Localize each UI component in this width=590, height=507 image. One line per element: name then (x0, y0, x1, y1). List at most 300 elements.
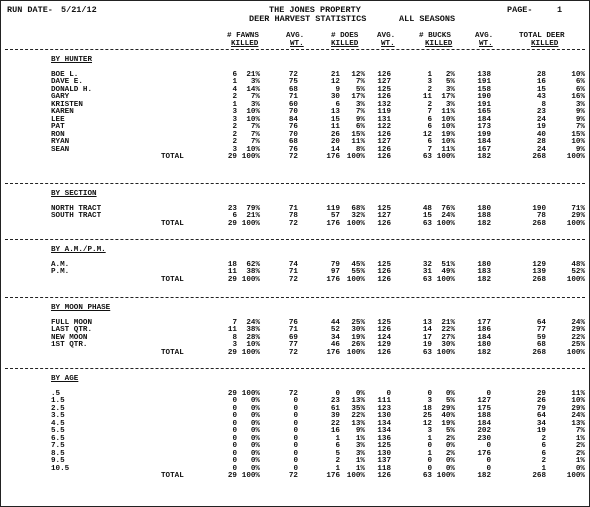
row-value: 13% (351, 397, 365, 406)
row-value: 9% (355, 115, 365, 124)
row-value: 3% (445, 100, 455, 109)
section-title: BY HUNTER (51, 56, 93, 64)
row-value: 23 (330, 397, 340, 406)
row-value: 64 (536, 319, 546, 327)
row-value: 70 (288, 108, 298, 117)
row-value: 125 (377, 85, 391, 94)
total-label: TOTAL (161, 152, 184, 161)
col-avg3-line1: AVG. (475, 32, 494, 40)
total-value: 100% (346, 275, 365, 284)
row-value: 24% (571, 319, 585, 327)
row-value: 12 (422, 419, 432, 428)
row-value: 1% (575, 434, 585, 443)
row-value: 1% (355, 464, 365, 473)
total-value: 100% (346, 471, 365, 480)
col-does-line2: KILLED (331, 40, 359, 48)
row-value: 34 (330, 333, 340, 342)
row-value: 126 (377, 268, 391, 277)
row-value: 167 (477, 145, 491, 154)
row-value: 52% (571, 268, 585, 277)
row-value: 126 (377, 130, 391, 139)
row-value: 0 (232, 427, 237, 436)
row-value: 125 (377, 261, 391, 269)
row-value: 17% (441, 93, 455, 102)
row-value: 7% (355, 78, 365, 87)
total-label: TOTAL (161, 219, 184, 228)
row-label: 3.5 (51, 412, 65, 421)
row-value: 11 (330, 123, 340, 132)
total-label: TOTAL (161, 471, 184, 480)
col-bucks-line2: KILLED (425, 40, 453, 48)
row-value: 2 (427, 85, 432, 94)
row-label: 1ST QTR. (51, 341, 88, 350)
row-value: 2% (575, 449, 585, 458)
row-label: 10.5 (51, 464, 70, 473)
row-value: 34 (536, 419, 546, 428)
row-value: 57 (330, 212, 340, 221)
row-value: 46 (330, 341, 340, 350)
total-value: 29 (227, 471, 237, 480)
row-value: 0 (335, 390, 340, 398)
row-value: 10% (246, 115, 260, 124)
row-value: 0% (445, 442, 455, 451)
total-label: TOTAL (161, 348, 184, 357)
row-value: 0 (293, 464, 298, 473)
row-label: 9.5 (51, 457, 65, 466)
row-value: 40% (441, 412, 455, 421)
row-value: 16 (330, 427, 340, 436)
total-value: 72 (288, 348, 298, 357)
row-value: 68% (351, 205, 365, 213)
row-value: 13% (571, 419, 585, 428)
row-value: 19 (536, 123, 546, 132)
report-subtitle: DEER HARVEST STATISTICS (249, 14, 367, 24)
row-value: 71% (571, 205, 585, 213)
row-value: 11% (351, 138, 365, 147)
row-value: 100% (241, 390, 260, 398)
row-value: 10% (571, 138, 585, 147)
col-avg2-line2: WT. (381, 40, 395, 48)
row-value: 0% (250, 397, 260, 406)
row-value: 1 (232, 78, 237, 87)
row-value: 21 (330, 71, 340, 79)
row-value: 130 (377, 449, 391, 458)
row-value: 39 (330, 412, 340, 421)
row-value: 0% (250, 464, 260, 473)
row-value: 0 (293, 457, 298, 466)
row-value: 6 (541, 442, 546, 451)
total-value: 100% (436, 348, 455, 357)
row-label: 8.5 (51, 449, 65, 458)
row-value: 3% (355, 449, 365, 458)
row-value: 0% (250, 412, 260, 421)
total-value: 176 (326, 471, 340, 480)
row-label: SEAN (51, 145, 70, 154)
row-value: 23 (227, 205, 237, 213)
row-value: 6 (335, 100, 340, 109)
total-value: 63 (422, 152, 432, 161)
row-label: LEE (51, 115, 65, 124)
total-value: 268 (532, 348, 546, 357)
col-total-line2: KILLED (531, 40, 559, 48)
row-value: 132 (377, 100, 391, 109)
row-value: 78 (536, 212, 546, 221)
total-value: 100% (241, 471, 260, 480)
row-value: 38% (246, 326, 260, 335)
row-value: 9% (575, 108, 585, 117)
row-value: 3 (427, 397, 432, 406)
row-value: 127 (477, 397, 491, 406)
row-value: 68 (536, 341, 546, 350)
row-value: 0 (427, 442, 432, 451)
row-value: 16 (536, 78, 546, 87)
row-value: 22% (571, 333, 585, 342)
row-value: 10% (441, 138, 455, 147)
row-value: 71 (288, 326, 298, 335)
row-value: 14 (330, 145, 340, 154)
row-label: NORTH TRACT (51, 205, 102, 213)
row-label: 6.5 (51, 434, 65, 443)
col-avg1-line2: WT. (290, 40, 304, 48)
row-value: 0 (232, 434, 237, 443)
row-value: 183 (477, 268, 491, 277)
row-label: KAREN (51, 108, 74, 117)
total-value: 100% (436, 219, 455, 228)
col-fawns-line2: KILLED (231, 40, 259, 48)
row-value: 26 (330, 130, 340, 139)
row-value: 19 (536, 427, 546, 436)
row-value: 3 (427, 427, 432, 436)
row-value: 21% (441, 319, 455, 327)
col-avg1-line1: AVG. (286, 32, 305, 40)
row-value: 0 (293, 434, 298, 443)
row-value: 6% (355, 123, 365, 132)
total-value: 29 (227, 152, 237, 161)
row-value: 2 (232, 138, 237, 147)
row-value: 55% (351, 268, 365, 277)
total-row (1, 350, 589, 358)
row-value: 0% (250, 457, 260, 466)
section-divider (5, 368, 585, 369)
row-value: 64 (536, 412, 546, 421)
row-label: 2.5 (51, 404, 65, 413)
row-value: 0 (232, 419, 237, 428)
row-value: 7% (250, 93, 260, 102)
total-value: 100% (346, 219, 365, 228)
row-value: 30% (441, 341, 455, 350)
row-value: 45% (351, 261, 365, 269)
row-value: 0% (250, 404, 260, 413)
row-label: RON (51, 130, 65, 139)
row-value: 8 (232, 333, 237, 342)
row-value: 48 (422, 205, 432, 213)
total-value: 182 (477, 275, 491, 284)
row-value: 20 (330, 138, 340, 147)
row-value: 48% (571, 261, 585, 269)
row-value: 230 (477, 434, 491, 443)
row-value: 84 (288, 115, 298, 124)
row-label: DONALD H. (51, 85, 93, 94)
total-value: 100% (241, 219, 260, 228)
total-value: 29 (227, 219, 237, 228)
row-value: 131 (377, 115, 391, 124)
row-value: 19% (441, 130, 455, 139)
row-value: 0% (355, 390, 365, 398)
row-value: 71 (288, 93, 298, 102)
total-value: 182 (477, 471, 491, 480)
row-value: 25% (351, 319, 365, 327)
section-title: BY SECTION (51, 190, 97, 198)
total-value: 126 (377, 152, 391, 161)
row-value: 126 (377, 326, 391, 335)
row-value: 10% (441, 123, 455, 132)
row-value: 158 (477, 85, 491, 94)
row-value: 24% (571, 412, 585, 421)
row-value: 0% (250, 427, 260, 436)
row-value: 38% (246, 268, 260, 277)
row-value: 184 (477, 419, 491, 428)
row-value: 173 (477, 123, 491, 132)
row-label: 5.5 (51, 427, 65, 436)
row-value: 5% (445, 78, 455, 87)
row-value: 3% (355, 100, 365, 109)
row-value: 11% (441, 145, 455, 154)
row-value: 0% (250, 449, 260, 458)
row-value: 68 (288, 85, 298, 94)
row-value: 191 (477, 78, 491, 87)
row-value: 22% (441, 326, 455, 335)
row-value: 24% (441, 212, 455, 221)
row-value: 29 (227, 390, 237, 398)
col-bucks-line1: # BUCKS (419, 32, 451, 40)
row-value: 119 (326, 205, 340, 213)
row-value: 125 (377, 319, 391, 327)
row-value: 5 (335, 449, 340, 458)
total-value: 100% (436, 275, 455, 284)
row-value: 7% (355, 108, 365, 117)
row-value: 7% (250, 130, 260, 139)
row-value: 176 (477, 449, 491, 458)
row-value: 188 (477, 212, 491, 221)
total-value: 100% (436, 152, 455, 161)
row-value: 11 (227, 268, 237, 277)
row-value: 3 (232, 115, 237, 124)
total-row (1, 154, 589, 162)
row-value: 13% (351, 419, 365, 428)
row-value: 127 (377, 78, 391, 87)
row-value: 0 (232, 412, 237, 421)
row-value: 1 (427, 449, 432, 458)
row-value: 76 (288, 319, 298, 327)
row-value: 3% (575, 100, 585, 109)
run-date-label: RUN DATE- (7, 5, 53, 15)
row-value: 3% (355, 442, 365, 451)
row-value: 11% (441, 108, 455, 117)
row-value: 29 (536, 390, 546, 398)
row-value: 13 (422, 319, 432, 327)
section-divider (5, 297, 585, 298)
row-value: 40 (536, 130, 546, 139)
total-value: 268 (532, 275, 546, 284)
row-label: FULL MOON (51, 319, 93, 327)
row-value: 44 (330, 319, 340, 327)
row-value: 184 (477, 138, 491, 147)
row-value: 76% (441, 205, 455, 213)
row-value: 71 (288, 268, 298, 277)
row-value: 24 (536, 145, 546, 154)
total-row (1, 473, 589, 481)
row-value: 6 (541, 449, 546, 458)
row-value: 26% (351, 341, 365, 350)
row-value: 123 (377, 404, 391, 413)
row-label: .5 (51, 390, 61, 398)
row-value: 0 (293, 442, 298, 451)
row-value: 3% (250, 100, 260, 109)
total-value: 100% (566, 152, 585, 161)
row-value: 2% (575, 442, 585, 451)
row-value: 15 (330, 115, 340, 124)
col-fawns-line1: # FAWNS (227, 32, 259, 40)
row-value: 0 (293, 412, 298, 421)
row-value: 6 (232, 71, 237, 79)
row-value: 7% (250, 138, 260, 147)
section-divider (5, 49, 585, 50)
row-value: 11 (227, 326, 237, 335)
row-value: 180 (477, 205, 491, 213)
report-title: THE JONES PROPERTY (269, 5, 361, 15)
total-value: 72 (288, 471, 298, 480)
section-title: BY AGE (51, 375, 79, 383)
row-value: 2 (335, 457, 340, 466)
row-value: 9% (575, 115, 585, 124)
row-value: 6 (427, 115, 432, 124)
total-value: 268 (532, 152, 546, 161)
row-value: 1 (335, 464, 340, 473)
row-value: 12% (351, 71, 365, 79)
row-label: 1.5 (51, 397, 65, 406)
total-value: 176 (326, 219, 340, 228)
row-value: 32% (351, 212, 365, 221)
row-value: 0 (386, 390, 391, 398)
row-value: 11 (422, 93, 432, 102)
row-value: 184 (477, 115, 491, 124)
row-value: 134 (377, 419, 391, 428)
row-value: 59 (536, 333, 546, 342)
row-value: 0 (232, 404, 237, 413)
row-value: 3 (427, 78, 432, 87)
row-value: 138 (477, 71, 491, 79)
row-value: 13 (330, 108, 340, 117)
row-label: PAT (51, 123, 65, 132)
total-value: 182 (477, 219, 491, 228)
run-date: 5/21/12 (61, 5, 97, 15)
total-value: 100% (241, 152, 260, 161)
row-value: 180 (477, 261, 491, 269)
row-value: 68 (288, 138, 298, 147)
row-value: 5% (445, 397, 455, 406)
total-value: 29 (227, 348, 237, 357)
row-value: 0 (232, 397, 237, 406)
row-value: 26 (536, 397, 546, 406)
row-value: 8% (355, 145, 365, 154)
row-value: 29% (571, 404, 585, 413)
row-value: 97 (330, 268, 340, 277)
row-value: 21% (246, 212, 260, 221)
row-value: 0 (427, 457, 432, 466)
row-value: 0 (486, 464, 491, 473)
total-value: 176 (326, 348, 340, 357)
row-value: 7% (575, 123, 585, 132)
row-value: 180 (477, 341, 491, 350)
row-value: 15 (536, 85, 546, 94)
total-value: 100% (346, 152, 365, 161)
row-value: 139 (532, 268, 546, 277)
row-value: 6% (575, 78, 585, 87)
row-value: 165 (477, 108, 491, 117)
row-value: 2 (232, 93, 237, 102)
row-value: 74 (288, 261, 298, 269)
row-value: 130 (377, 412, 391, 421)
row-value: 118 (377, 464, 391, 473)
row-value: 0 (486, 390, 491, 398)
row-value: 15 (422, 212, 432, 221)
total-value: 100% (566, 471, 585, 480)
row-value: 2 (232, 130, 237, 139)
row-value: 1 (232, 100, 237, 109)
section-divider (5, 239, 585, 240)
col-avg2-line1: AVG. (377, 32, 396, 40)
row-value: 3 (232, 341, 237, 350)
row-value: 0 (293, 397, 298, 406)
row-label: BOE L. (51, 71, 79, 79)
total-value: 182 (477, 152, 491, 161)
row-value: 72 (288, 390, 298, 398)
row-value: 2 (541, 434, 546, 443)
col-avg3-line2: WT. (479, 40, 493, 48)
row-value: 1 (427, 434, 432, 443)
row-value: 28 (536, 138, 546, 147)
row-value: 0 (232, 442, 237, 451)
row-value: 186 (477, 326, 491, 335)
row-value: 126 (377, 93, 391, 102)
col-does-line1: # DOES (331, 32, 359, 40)
row-value: 1% (355, 457, 365, 466)
row-value: 52 (330, 326, 340, 335)
row-value: 134 (377, 427, 391, 436)
row-value: 79% (246, 205, 260, 213)
row-value: 18 (227, 261, 237, 269)
row-value: 12 (330, 78, 340, 87)
row-value: 122 (377, 123, 391, 132)
row-value: 72 (288, 71, 298, 79)
row-value: 19% (441, 419, 455, 428)
row-label: 7.5 (51, 442, 65, 451)
row-value: 5% (355, 85, 365, 94)
row-value: 126 (377, 71, 391, 79)
row-value: 184 (477, 333, 491, 342)
row-value: 28% (246, 333, 260, 342)
row-label: RYAN (51, 138, 70, 147)
total-value: 63 (422, 348, 432, 357)
row-label: A.M. (51, 261, 70, 269)
row-value: 19% (351, 333, 365, 342)
row-label: SOUTH TRACT (51, 212, 102, 221)
row-value: 2% (445, 449, 455, 458)
row-value: 0 (293, 419, 298, 428)
row-value: 6 (232, 212, 237, 221)
report-scope: ALL SEASONS (399, 14, 456, 24)
row-value: 70 (288, 130, 298, 139)
